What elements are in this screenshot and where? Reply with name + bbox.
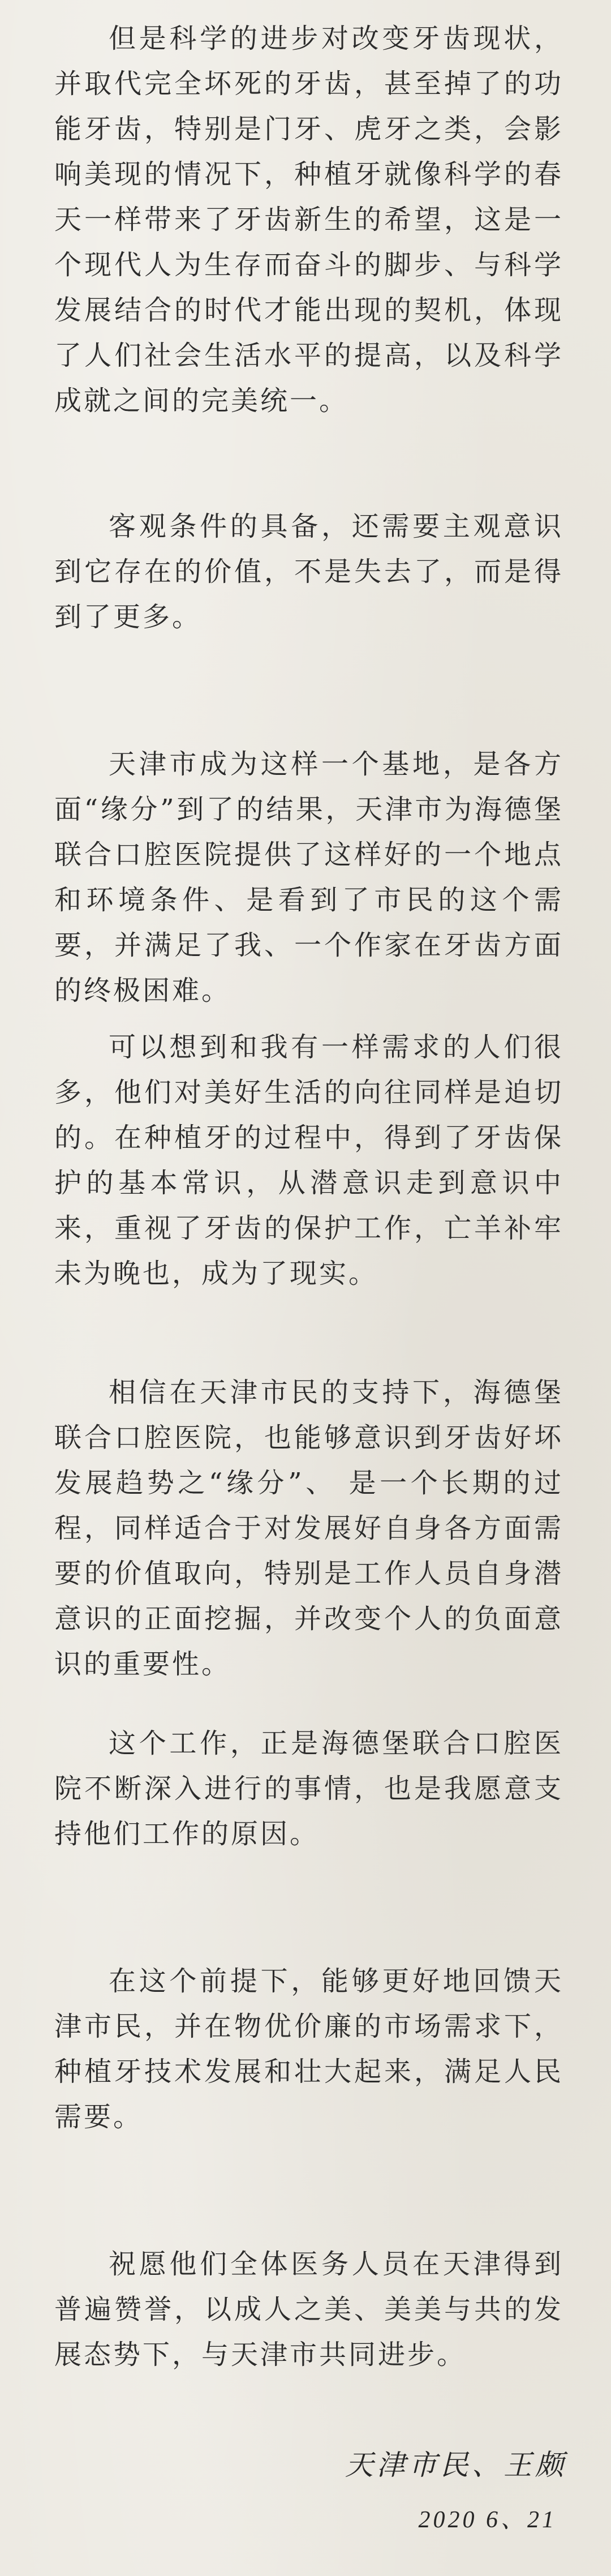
signature-name: 天津市民、王颇 bbox=[345, 2449, 567, 2481]
paragraph-5: 相信在天津市民的支持下，海德堡联合口腔医院，也能够意识到牙齿好坏发展趋势之“缘分”、 是一个长期的过程，同样适合于对发展好自身各方面需要的价值取向，特别是工作人员自身潜意识的正面挖掘，并改变个人的负面意识的重要性。 bbox=[54, 1377, 563, 1680]
paragraph-7: 在这个前提下，能够更好地回馈天津市民，并在物优价廉的市场需求下，种植牙技术发展和壮大起来，满足人民需要。 bbox=[54, 1965, 563, 2133]
signature-date: 2020 6、21 bbox=[418, 2507, 557, 2533]
paragraph-4: 可以想到和我有一样需求的人们很多，他们对美好生活的向往同样是迫切的。在种植牙的过程中，得到了牙齿保护的基本常识，从潜意识走到意识中来，重视了牙齿的保护工作，亡羊补牢未为晚也，成为了现实。 bbox=[54, 1031, 563, 1289]
paragraph-6: 这个工作，正是海德堡联合口腔医院不断深入进行的事情，也是我愿意支持他们工作的原因。 bbox=[54, 1728, 563, 1850]
paragraph-1: 但是科学的进步对改变牙齿现状，并取代完全坏死的牙齿，甚至掉了的功能牙齿，特别是门牙、虎牙之类，会影响美现的情况下，种植牙就像科学的春天一样带来了牙齿新生的希望，这是一个现代人为生存而奋斗的脚步、与科学发展结合的时代才能出现的契机，体现了人们社会生活水平的提高，以及科学成就之间的完美统一。 bbox=[54, 23, 563, 417]
paragraph-3: 天津市成为这样一个基地，是各方面“缘分”到了的结果，天津市为海德堡联合口腔医院提供了这样好的一个地点和环境条件、是看到了市民的这个需要，并满足了我、一个作家在牙齿方面的终极困难。 bbox=[54, 748, 563, 1006]
paragraph-8: 祝愿他们全体医务人员在天津得到普遍赞誉，以成人之美、美美与共的发展态势下，与天津市共同进步。 bbox=[54, 2248, 563, 2371]
paragraph-2: 客观条件的具备，还需要主观意识到它存在的价值，不是失去了，而是得到了更多。 bbox=[54, 511, 563, 633]
